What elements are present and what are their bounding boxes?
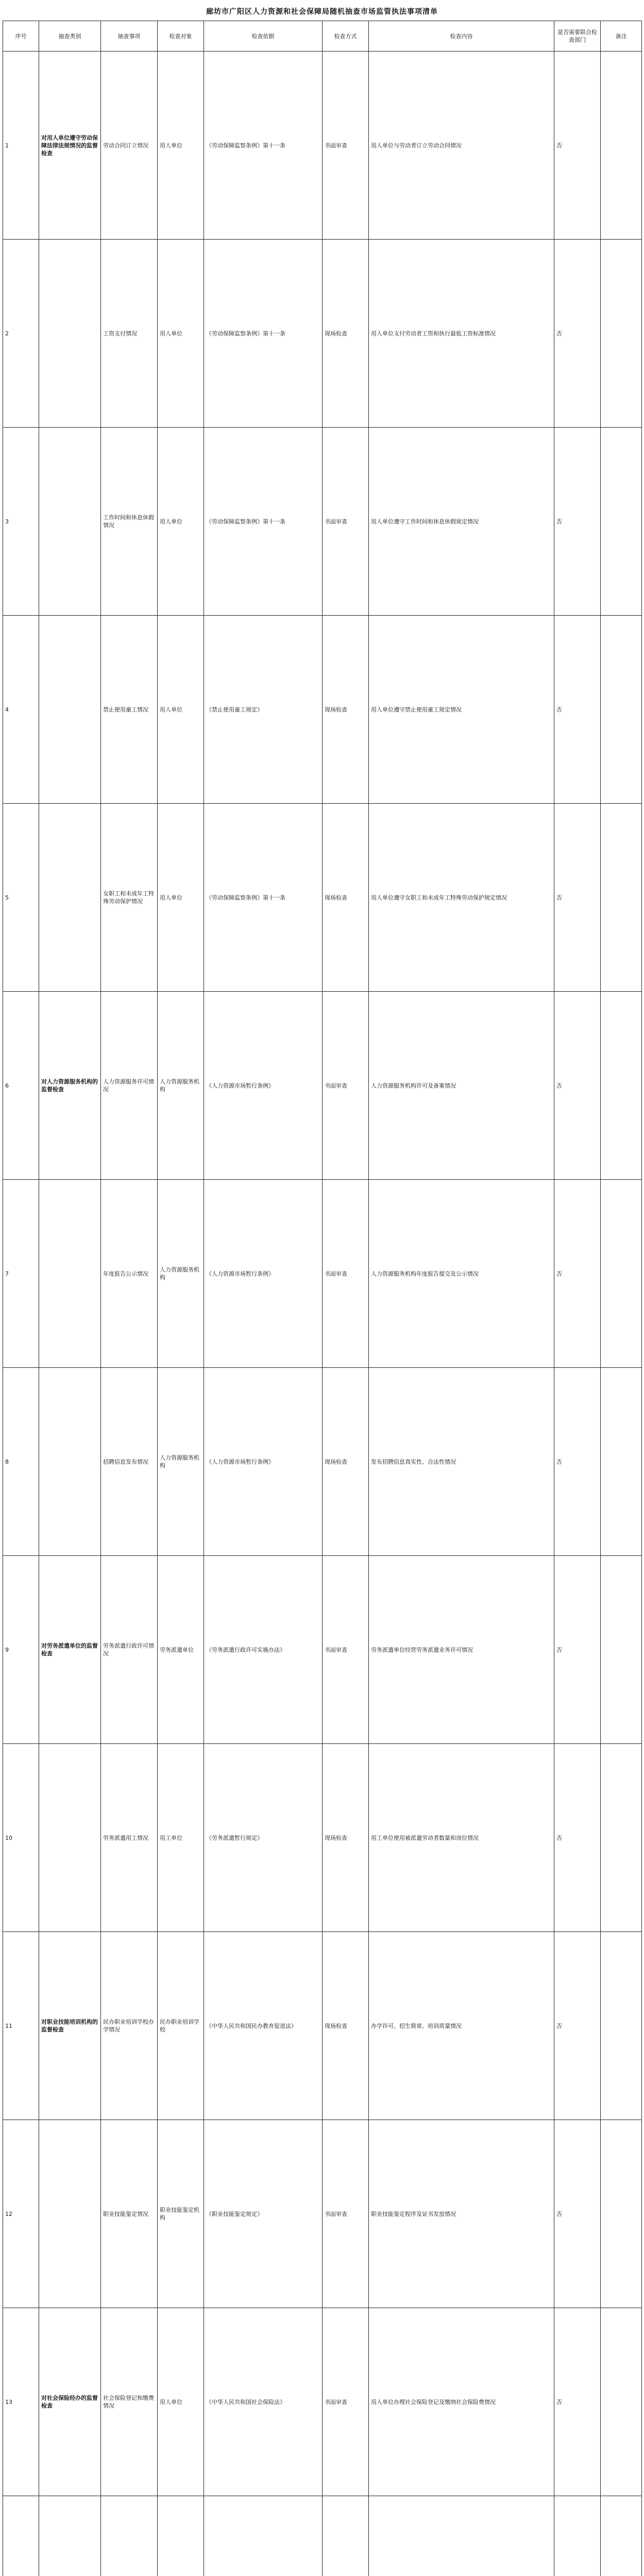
row-target: 民办职业培训学校 <box>158 1932 204 2120</box>
row-item: 人力资源服务许可情况 <box>101 992 158 1180</box>
row-category <box>39 428 101 616</box>
row-no: 3 <box>3 428 39 616</box>
row-joint: 否 <box>554 1556 601 1744</box>
row-target <box>158 2496 204 2576</box>
header-no: 序号 <box>3 21 39 52</box>
row-basis <box>204 2496 323 2576</box>
row-target: 用人单位 <box>158 804 204 992</box>
row-target: 用人单位 <box>158 240 204 428</box>
row-remark <box>601 1368 642 1556</box>
row-category: 对职业技能培训机构的监督检查 <box>39 1932 101 2120</box>
row-target: 用人单位 <box>158 428 204 616</box>
row-joint: 否 <box>554 992 601 1180</box>
row-item: 工作时间和休息休假情况 <box>101 428 158 616</box>
row-category <box>39 616 101 804</box>
row-basis: 《劳务派遣行政许可实施办法》 <box>204 1556 323 1744</box>
row-item: 招聘信息发布情况 <box>101 1368 158 1556</box>
row-no: 10 <box>3 1744 39 1932</box>
row-joint: 否 <box>554 1368 601 1556</box>
table-row <box>3 616 642 804</box>
row-item: 劳务派遣用工情况 <box>101 1744 158 1932</box>
row-basis: 《劳动保障监察条例》第十一条 <box>204 52 323 240</box>
row-target: 职业技能鉴定机构 <box>158 2120 204 2308</box>
row-joint: 否 <box>554 2308 601 2496</box>
row-basis: 《劳务派遣暂行规定》 <box>204 1744 323 1932</box>
row-item: 民办职业培训学校办学情况 <box>101 1932 158 2120</box>
table-row <box>3 804 642 992</box>
row-remark <box>601 1556 642 1744</box>
row-joint: 否 <box>554 1932 601 2120</box>
row-item: 社会保险登记和缴费情况 <box>101 2308 158 2496</box>
row-joint <box>554 2496 601 2576</box>
row-category <box>39 1180 101 1368</box>
row-category: 对社会保险经办的监督检查 <box>39 2308 101 2496</box>
row-method: 书面审查 <box>323 428 369 616</box>
row-no: 11 <box>3 1932 39 2120</box>
row-joint: 否 <box>554 240 601 428</box>
row-item: 劳务派遣行政许可情况 <box>101 1556 158 1744</box>
row-no: 1 <box>3 52 39 240</box>
row-item: 女职工和未成年工特殊劳动保护情况 <box>101 804 158 992</box>
row-remark <box>601 804 642 992</box>
row-joint: 否 <box>554 1180 601 1368</box>
header-basis: 检查依据 <box>204 21 323 52</box>
row-no <box>3 2496 39 2576</box>
row-basis: 《劳动保障监察条例》第十一条 <box>204 240 323 428</box>
row-method: 现场检查 <box>323 804 369 992</box>
header-item: 抽查事项 <box>101 21 158 52</box>
table-row <box>3 1744 642 1932</box>
row-remark <box>601 2120 642 2308</box>
row-method: 书面审查 <box>323 1180 369 1368</box>
row-remark <box>601 616 642 804</box>
table-body <box>3 52 642 2576</box>
row-item: 劳动合同订立情况 <box>101 52 158 240</box>
row-joint: 否 <box>554 804 601 992</box>
header-target: 检查对象 <box>158 21 204 52</box>
row-category <box>39 240 101 428</box>
row-method: 书面审查 <box>323 52 369 240</box>
row-target: 劳务派遣单位 <box>158 1556 204 1744</box>
row-no: 9 <box>3 1556 39 1744</box>
table-row <box>3 2308 642 2496</box>
row-method: 现场检查 <box>323 1744 369 1932</box>
row-no: 12 <box>3 2120 39 2308</box>
row-basis: 《禁止使用童工规定》 <box>204 616 323 804</box>
row-target: 用工单位 <box>158 1744 204 1932</box>
row-item: 职业技能鉴定情况 <box>101 2120 158 2308</box>
row-target: 用人单位 <box>158 616 204 804</box>
row-content: 办学许可、招生简章、培训质量情况 <box>369 1932 554 2120</box>
row-content: 用人单位遵守禁止使用童工规定情况 <box>369 616 554 804</box>
row-no: 5 <box>3 804 39 992</box>
row-remark <box>601 1744 642 1932</box>
row-content: 劳务派遣单位经营劳务派遣业务许可情况 <box>369 1556 554 1744</box>
row-remark <box>601 52 642 240</box>
table-row <box>3 1556 642 1744</box>
header-row <box>3 21 642 52</box>
row-remark <box>601 1180 642 1368</box>
row-target: 人力资源服务机构 <box>158 1368 204 1556</box>
row-content: 用人单位遵守工作时间和休息休假规定情况 <box>369 428 554 616</box>
row-basis: 《劳动保障监察条例》第十一条 <box>204 428 323 616</box>
row-method: 书面审查 <box>323 2120 369 2308</box>
row-basis: 《人力资源市场暂行条例》 <box>204 1368 323 1556</box>
row-content: 用人单位与劳动者订立劳动合同情况 <box>369 52 554 240</box>
row-category <box>39 804 101 992</box>
row-no: 4 <box>3 616 39 804</box>
table-row <box>3 2120 642 2308</box>
header-remark: 备注 <box>601 21 642 52</box>
row-target: 人力资源服务机构 <box>158 992 204 1180</box>
row-basis: 《中华人民共和国民办教育促进法》 <box>204 1932 323 2120</box>
row-basis: 《职业技能鉴定规定》 <box>204 2120 323 2308</box>
row-category <box>39 1368 101 1556</box>
row-remark <box>601 240 642 428</box>
row-method: 书面审查 <box>323 2308 369 2496</box>
row-joint: 否 <box>554 428 601 616</box>
row-remark <box>601 428 642 616</box>
row-basis: 《人力资源市场暂行条例》 <box>204 992 323 1180</box>
table-row <box>3 1932 642 2120</box>
row-content: 发布招聘信息真实性、合法性情况 <box>369 1368 554 1556</box>
row-no: 13 <box>3 2308 39 2496</box>
table-row <box>3 52 642 240</box>
row-no: 2 <box>3 240 39 428</box>
row-category: 对用人单位遵守劳动保障法律法规情况的监督检查 <box>39 52 101 240</box>
row-content: 用工单位使用被派遣劳动者数量和岗位情况 <box>369 1744 554 1932</box>
row-item <box>101 2496 158 2576</box>
row-item: 年度报告公示情况 <box>101 1180 158 1368</box>
row-no: 7 <box>3 1180 39 1368</box>
row-item: 工资支付情况 <box>101 240 158 428</box>
table-row <box>3 2496 642 2576</box>
row-joint: 否 <box>554 52 601 240</box>
row-method <box>323 2496 369 2576</box>
row-basis: 《中华人民共和国社会保险法》 <box>204 2308 323 2496</box>
row-basis: 《劳动保障监察条例》第十一条 <box>204 804 323 992</box>
row-category: 对人力资源服务机构的监督检查 <box>39 992 101 1180</box>
table-row <box>3 240 642 428</box>
row-content: 人力资源服务机构年度报告提交及公示情况 <box>369 1180 554 1368</box>
row-remark <box>601 992 642 1180</box>
row-remark <box>601 1932 642 2120</box>
table-row <box>3 1368 642 1556</box>
row-category <box>39 2120 101 2308</box>
row-category: 对劳务派遣单位的监督检查 <box>39 1556 101 1744</box>
row-target: 用人单位 <box>158 2308 204 2496</box>
header-joint: 是否需要联合检查部门 <box>554 21 601 52</box>
header-content: 检查内容 <box>369 21 554 52</box>
inspection-table <box>3 21 642 2576</box>
row-target: 用人单位 <box>158 52 204 240</box>
row-content <box>369 2496 554 2576</box>
table-row <box>3 428 642 616</box>
row-joint: 否 <box>554 1744 601 1932</box>
row-joint: 否 <box>554 2120 601 2308</box>
row-category <box>39 1744 101 1932</box>
row-method: 现场检查 <box>323 616 369 804</box>
row-method: 现场检查 <box>323 240 369 428</box>
row-method: 现场检查 <box>323 1368 369 1556</box>
row-target: 人力资源服务机构 <box>158 1180 204 1368</box>
row-content: 用人单位遵守女职工和未成年工特殊劳动保护规定情况 <box>369 804 554 992</box>
row-method: 书面审查 <box>323 1556 369 1744</box>
row-basis: 《人力资源市场暂行条例》 <box>204 1180 323 1368</box>
row-method: 现场检查 <box>323 1932 369 2120</box>
row-content: 职业技能鉴定程序及证书发放情况 <box>369 2120 554 2308</box>
table-row <box>3 992 642 1180</box>
row-item: 禁止使用童工情况 <box>101 616 158 804</box>
row-joint: 否 <box>554 616 601 804</box>
row-category <box>39 2496 101 2576</box>
header-method: 检查方式 <box>323 21 369 52</box>
document-title: 廊坊市广阳区人力资源和社会保障局随机抽查市场监管执法事项清单 <box>206 8 438 16</box>
row-content: 人力资源服务机构许可及备案情况 <box>369 992 554 1180</box>
row-remark <box>601 2496 642 2576</box>
header-category: 抽查类别 <box>39 21 101 52</box>
row-content: 用人单位办理社会保险登记及缴纳社会保险费情况 <box>369 2308 554 2496</box>
row-content: 用人单位支付劳动者工资和执行最低工资标准情况 <box>369 240 554 428</box>
table-row <box>3 1180 642 1368</box>
row-no: 8 <box>3 1368 39 1556</box>
row-remark <box>601 2308 642 2496</box>
row-method: 书面审查 <box>323 992 369 1180</box>
row-no: 6 <box>3 992 39 1180</box>
